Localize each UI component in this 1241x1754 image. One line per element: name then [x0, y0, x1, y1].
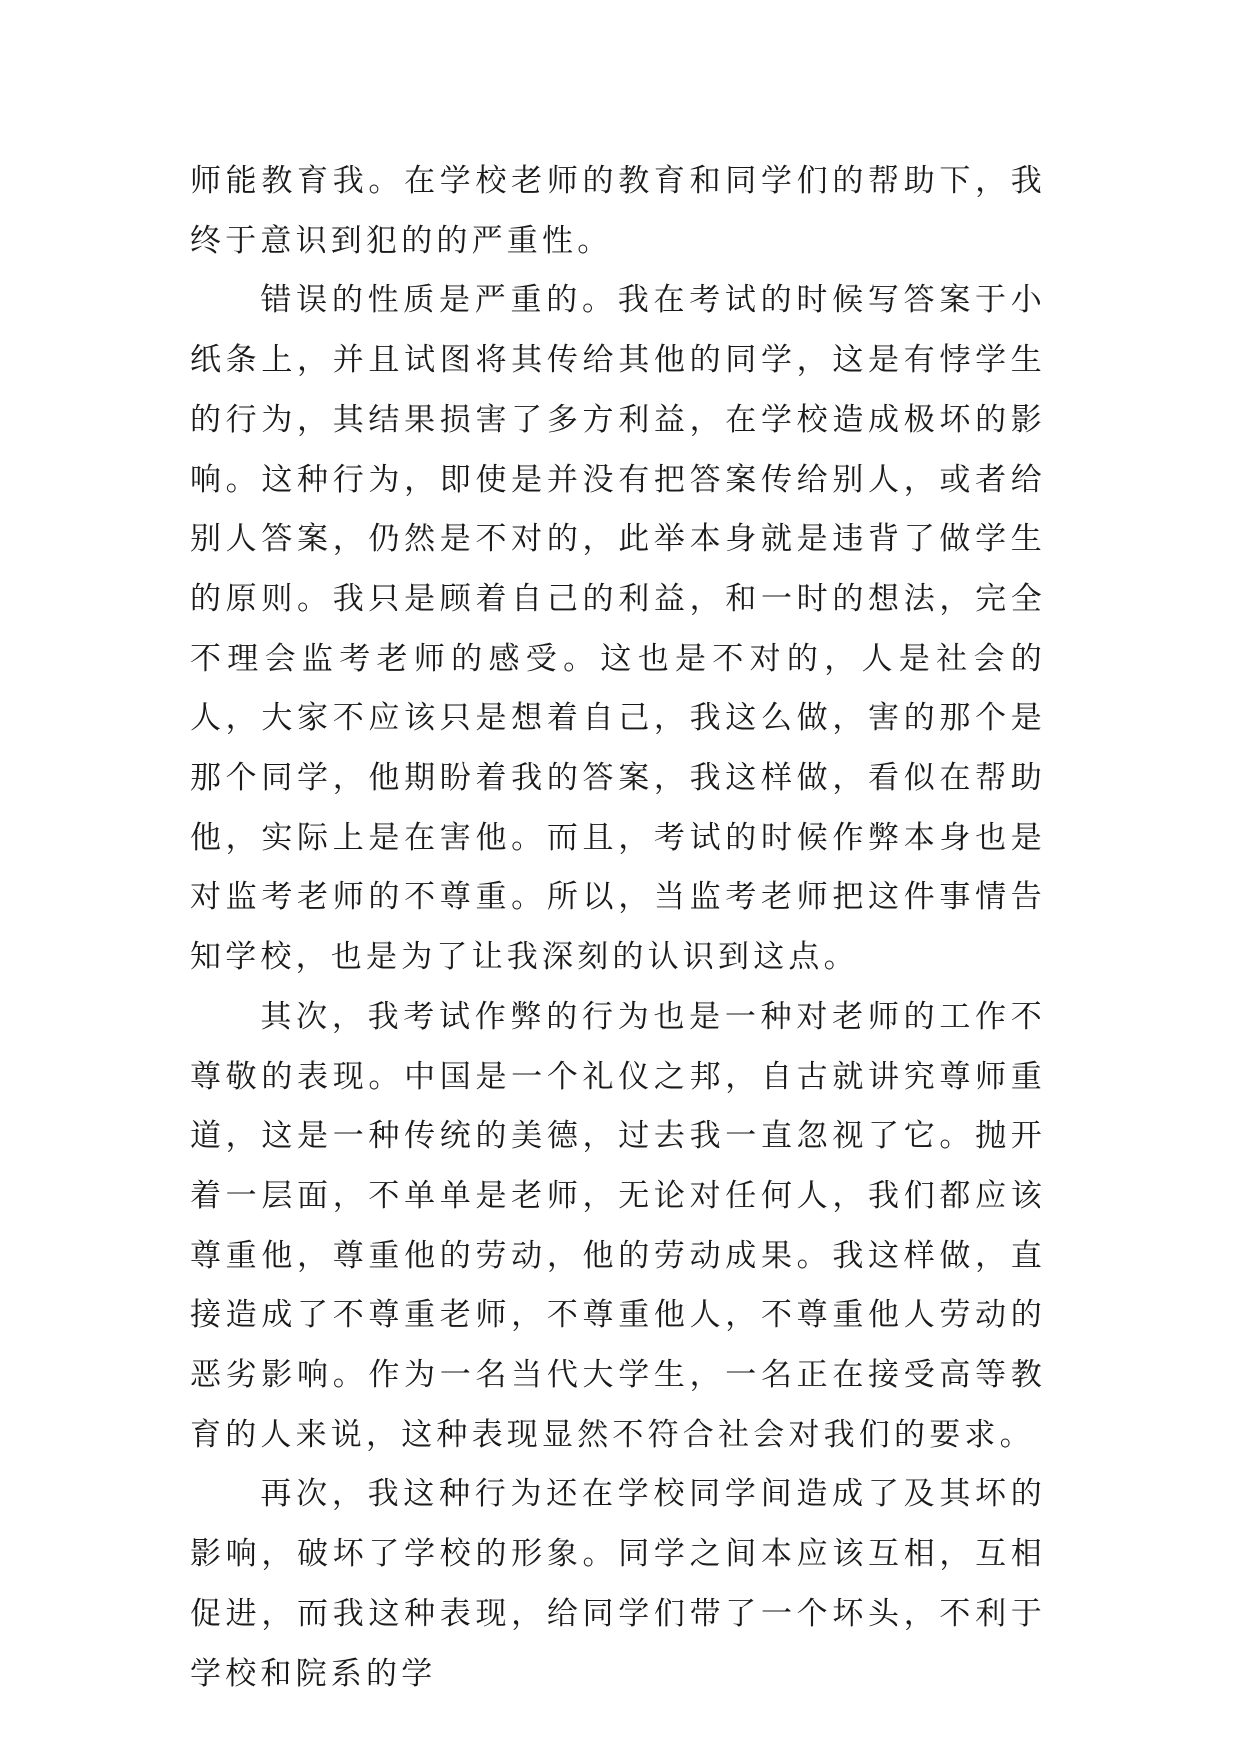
paragraph-error-nature: 错误的性质是严重的。我在考试的时候写答案于小纸条上，并且试图将其传给其他的同学，这是有悖学生的行为，其结果损害了多方利益，在学校造成极坏的影响。这种行为，即使是并没有把答案传给别人，或者给别人答案，仍然是不对的，此举本身就是违背了做学生的原则。我只是顾着自己的利益，和一时的想法，完全不理会监考老师的感受。这也是不对的，人是社会的人，大家不应该只是想着自己，我这么做，害的那个是那个同学，他期盼着我的答案，我这样做，看似在帮助他，实际上是在害他。而且，考试的时候作弊本身也是对监考老师的不尊重。所以，当监考老师把这件事情告知学校，也是为了让我深刻的认识到这点。	[190, 282, 1046, 976]
paragraph-disrespect-teacher: 其次，我考试作弊的行为也是一种对老师的工作不尊敬的表现。中国是一个礼仪之邦，自古就讲究尊师重道，这是一种传统的美德，过去我一直忽视了它。抛开着一层面，不单单是老师，无论对任何人，我们都应该尊重他，尊重他的劳动，他的劳动成果。我这样做，直接造成了不尊重老师，不尊重他人，不尊重他人劳动的恶劣影响。作为一名当代大学生，一名正在接受高等教育的人来说，这种表现显然不符合社会对我们的要求。	[190, 998, 1046, 1453]
document-body	[190, 152, 1046, 1704]
paragraph-continuation: 师能教育我。在学校老师的教育和同学们的帮助下，我终于意识到犯的的严重性。	[190, 163, 1046, 259]
paragraph-school-image: 再次，我这种行为还在学校同学间造成了及其坏的影响，破坏了学校的形象。同学之间本应该互相，互相促进，而我这种表现，给同学们带了一个坏头，不利于学校和院系的学	[190, 1476, 1046, 1692]
